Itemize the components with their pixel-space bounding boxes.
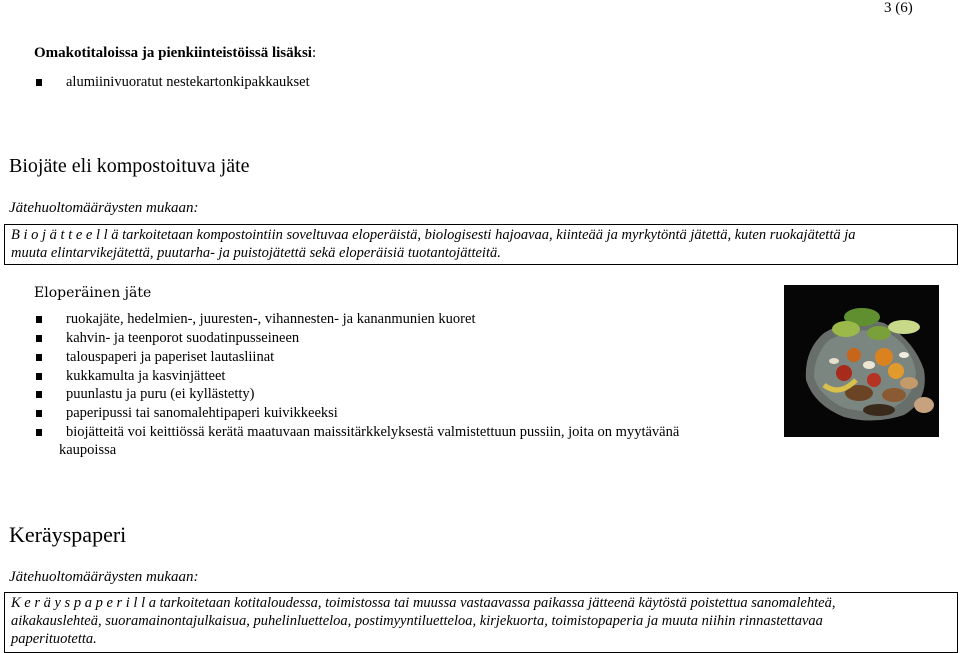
square-bullet-icon <box>36 429 42 436</box>
definition-line: aikakauslehteä, suoramainontajulkaisua, puhelinluetteloa, postimyyntiluetteloa, kirjekuorta, toimistopaperia ja muuta niihin rinnastettavaa <box>11 613 823 629</box>
square-bullet-icon <box>36 410 42 417</box>
list-item-text: biojätteitä voi keittiössä kerätä maatuvaan maissitärkkelyksestä valmistettuun pussiin, joita on myytävänä <box>66 424 680 440</box>
list-heading: Eloperäinen jäte <box>34 285 152 301</box>
definition-line: B i o j ä t t e e l l ä tarkoitetaan kompostointiin soveltuvaa eloperäistä, biologisesti hajoavaa, kiinteää ja myrkytöntä jätettä, kuten ruokajätettä ja <box>11 227 856 243</box>
list-item-text: alumiinivuoratut nestekartonkipakkaukset <box>66 74 310 90</box>
page-number: 3 (6) <box>884 0 913 16</box>
definition-box-kerayspaperi <box>4 592 958 653</box>
definition-line: paperituotetta. <box>11 631 97 647</box>
square-bullet-icon <box>36 316 42 323</box>
definition-line: muuta elintarvikejätettä, puutarha- ja puistojätettä sekä eloperäisiä tuotantojätteitä. <box>11 245 501 261</box>
square-bullet-icon <box>36 354 42 361</box>
square-bullet-icon <box>36 373 42 380</box>
regulation-heading: Jätehuoltomääräysten mukaan: <box>9 200 199 216</box>
list-item-text: puunlastu ja puru (ei kyllästetty) <box>66 386 255 402</box>
regulation-heading: Jätehuoltomääräysten mukaan: <box>9 569 199 585</box>
households-heading <box>34 45 316 62</box>
list-item-text: kahvin- ja teenporot suodatinpusseineen <box>66 330 300 346</box>
section-title-biojate: Biojäte eli kompostoituva jäte <box>9 155 250 177</box>
list-item-text: talouspaperi ja paperiset lautasliinat <box>66 349 275 365</box>
square-bullet-icon <box>36 391 42 398</box>
square-bullet-icon <box>36 79 42 86</box>
list-item-text: kukkamulta ja kasvinjätteet <box>66 368 226 384</box>
section-title-kerayspaperi: Keräyspaperi <box>9 522 127 547</box>
definition-box-biojate <box>4 224 958 265</box>
list-item-continuation: kaupoissa <box>59 442 117 458</box>
households-heading-colon: : <box>311 45 317 61</box>
list-item-text: ruokajäte, hedelmien-, juuresten-, vihannesten- ja kananmunien kuoret <box>66 311 476 327</box>
compost-food-waste-photo-icon <box>784 285 939 437</box>
definition-line: K e r ä y s p a p e r i l l a tarkoitetaan kotitaloudessa, toimistossa tai muussa vastaavassa paikassa jätteenä käytöstä poistettua sanomalehteä, <box>11 595 836 611</box>
households-heading-text: Omakotitaloissa ja pienkiinteistöissä lisäksi <box>34 45 312 61</box>
square-bullet-icon <box>36 335 42 342</box>
list-item-text: paperipussi tai sanomalehtipaperi kuivikkeeksi <box>66 405 338 421</box>
